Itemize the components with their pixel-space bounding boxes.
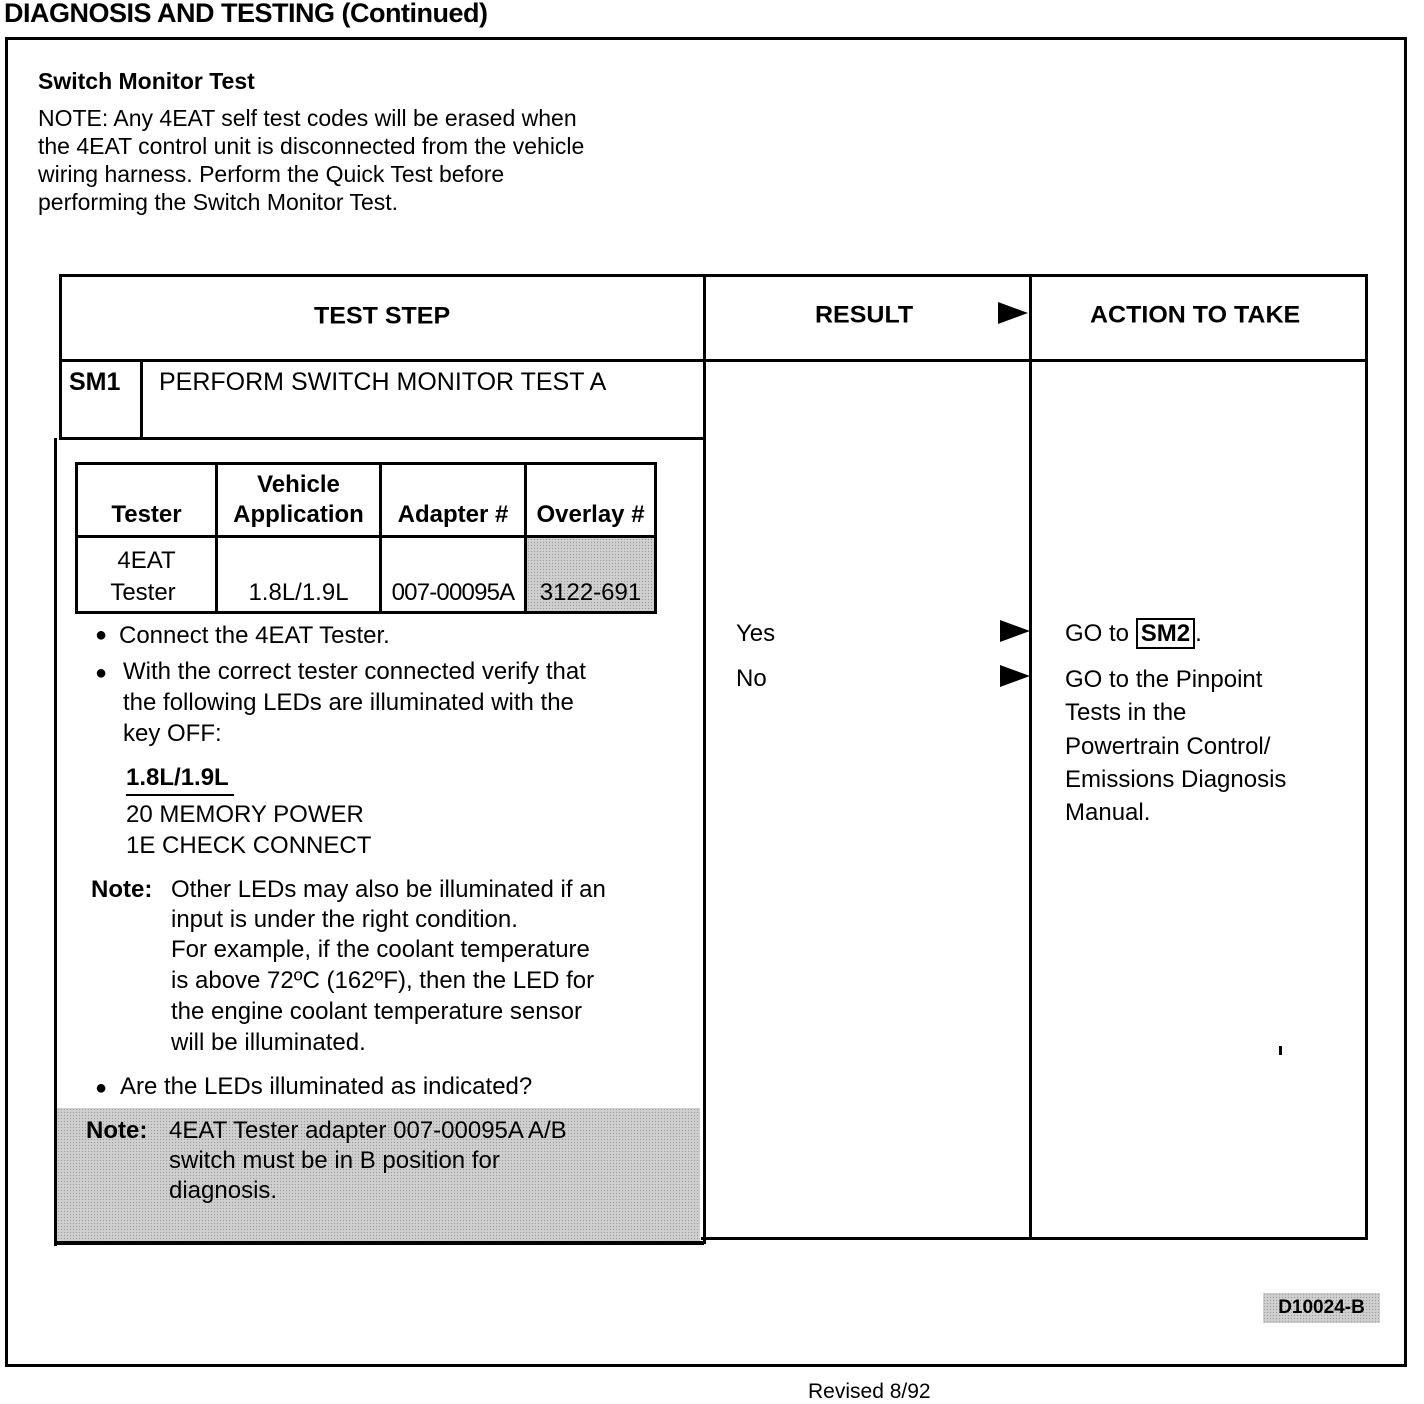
stray-mark [1279,1046,1282,1055]
instruction-verify-leds: With the correct tester connected verify that [123,658,586,685]
intro-note-line: performing the Switch Monitor Test. [38,189,399,215]
page-title: DIAGNOSIS AND TESTING (Continued) [4,0,488,28]
note-line: For example, if the coolant temperature [171,936,590,963]
bottom-note-label: Note: [86,1117,148,1144]
step-title: PERFORM SWITCH MONITOR TEST A [159,368,607,396]
result-yes: Yes [736,620,776,647]
tester-table-cell-tester: Tester [110,579,176,606]
tester-table-cell-vehicle: 1.8L/1.9L [248,579,349,606]
tester-table-header-application: Application [233,501,364,528]
column-divider-result [703,274,706,1244]
tester-table-cell-overlay: 3122-691 [539,579,642,606]
intro-note-line: NOTE: Any 4EAT self test codes will be erased when [38,105,577,131]
action-no-line: GO to the Pinpoint [1065,666,1263,693]
engine-heading-underline [126,794,234,796]
bullet-icon: ● [95,1077,108,1099]
revised-date: Revised 8/92 [808,1380,931,1403]
action-yes-target: SM2 [1136,618,1195,649]
bottom-note-line: diagnosis. [169,1177,278,1204]
note-line: Other LEDs may also be illuminated if an [171,876,606,903]
action-yes [1065,620,1202,648]
header-test-step: TEST STEP [314,302,451,330]
note-line: input is under the right condition. [171,906,518,933]
bullet-icon: ● [95,624,108,646]
action-no-line: Manual. [1065,799,1151,826]
table-border-bottom [54,1241,704,1245]
bullet-icon: ● [95,662,108,684]
instruction-verify-leds: key OFF: [123,720,222,747]
instruction-connect-tester: Connect the 4EAT Tester. [119,622,390,649]
tester-table-header-vehicle: Vehicle [257,471,340,498]
result-arrow-icon [998,302,1028,324]
table-header-divider [59,359,1368,362]
action-no-line: Emissions Diagnosis [1065,766,1287,793]
table-border-top [59,274,1368,277]
action-yes-prefix: GO to [1065,620,1130,647]
intro-note-line: the 4EAT control unit is disconnected from the vehicle [38,133,585,159]
note-label: Note: [91,876,153,903]
bottom-note-line: switch must be in B position for [169,1147,500,1174]
action-no-line: Tests in the [1065,699,1187,726]
step-id: SM1 [69,368,121,396]
note-line: will be illuminated. [171,1029,366,1056]
action-yes-suffix: . [1195,620,1202,647]
tester-table-header-overlay: Overlay # [536,501,645,528]
note-line: is above 72ºC (162ºF), then the LED for [171,967,595,994]
action-no-line: Powertrain Control/ [1065,733,1271,760]
tester-table-header-adapter: Adapter # [397,501,509,528]
note-line: the engine coolant temperature sensor [171,998,582,1025]
header-action-to-take: ACTION TO TAKE [1090,301,1301,329]
engine-heading: 1.8L/1.9L [126,764,229,791]
column-divider-action [1029,274,1032,1240]
led-memory-power: 20 MEMORY POWER [126,801,364,828]
yes-arrow-icon [1000,620,1030,642]
step-row-divider [59,437,705,440]
led-check-connect: 1E CHECK CONNECT [126,832,372,859]
no-arrow-icon [1000,665,1030,687]
table-border-left [59,274,62,440]
section-heading: Switch Monitor Test [38,68,255,94]
result-no: No [736,665,767,692]
reference-code: D10024-B [1263,1293,1380,1323]
intro-note-line: wiring harness. Perform the Quick Test before [38,161,505,187]
bottom-note-line: 4EAT Tester adapter 007-00095A A/B [169,1117,567,1144]
table-border-bottom-right [701,1237,1368,1240]
intro-note [38,104,678,216]
header-result: RESULT [815,301,914,329]
tester-table-cell-tester: 4EAT [117,547,176,574]
table-border-right [1365,274,1368,1240]
tester-table-cell-adapter: 007-00095A [391,579,515,606]
step-id-divider [140,359,143,439]
tester-table-header-tester: Tester [111,501,182,528]
tester-table [75,462,657,614]
instruction-verify-leds: the following LEDs are illuminated with the [123,689,574,716]
bottom-note [57,1108,700,1241]
instruction-question: Are the LEDs illuminated as indicated? [120,1073,533,1100]
